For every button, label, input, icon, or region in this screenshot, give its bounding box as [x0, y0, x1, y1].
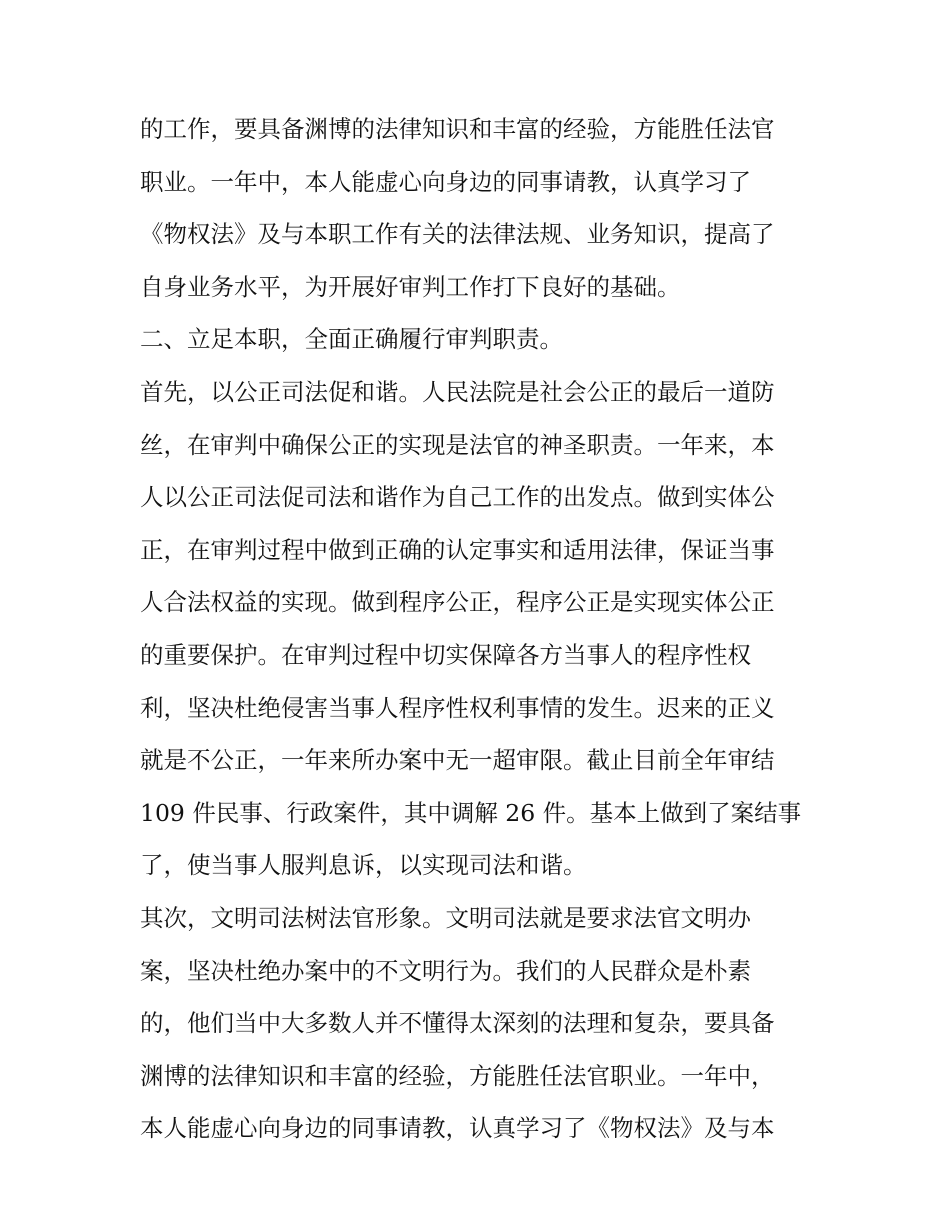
text-line: 了，使当事人服判息诉，以实现司法和谐。 — [140, 851, 587, 880]
text-line: 109 件民事、行政案件，其中调解 26 件。基本上做到了案结事 — [140, 798, 802, 827]
text-line: 丝，在审判中确保公正的实现是法官的神圣职责。一年来，本 — [140, 430, 775, 459]
text-line: 首先，以公正司法促和谐。人民法院是社会公正的最后一道防 — [140, 377, 775, 406]
text-line: 职业。一年中，本人能虚心向身边的同事请教，认真学习了 — [140, 167, 751, 196]
text-line: 利，坚决杜绝侵害当事人程序性权利事情的发生。迟来的正义 — [140, 693, 775, 722]
text-line: 就是不公正，一年来所办案中无一超审限。截止目前全年审结 — [140, 746, 775, 775]
text-line: 《物权法》及与本职工作有关的法律法规、业务知识，提高了 — [140, 220, 775, 249]
text-line: 正，在审判过程中做到正确的认定事实和适用法律，保证当事 — [140, 535, 775, 564]
text-line: 人合法权益的实现。做到程序公正，程序公正是实现实体公正 — [140, 588, 775, 617]
section-heading: 二、立足本职，全面正确履行审判职责。 — [140, 325, 563, 354]
text-line: 人以公正司法促司法和谐作为自己工作的出发点。做到实体公 — [140, 483, 775, 512]
text-line: 其次，文明司法树法官形象。文明司法就是要求法官文明办 — [140, 903, 751, 932]
text-line: 本人能虚心向身边的同事请教，认真学习了《物权法》及与本 — [140, 1114, 775, 1143]
text-line: 自身业务水平，为开展好审判工作打下良好的基础。 — [140, 272, 681, 301]
text-line: 渊博的法律知识和丰富的经验，方能胜任法官职业。一年中， — [140, 1061, 775, 1090]
body-text — [140, 103, 820, 1155]
text-line: 案，坚决杜绝办案中的不文明行为。我们的人民群众是朴素 — [140, 956, 751, 985]
text-line: 的重要保护。在审判过程中切实保障各方当事人的程序性权 — [140, 640, 751, 669]
text-line: 的，他们当中大多数人并不懂得太深刻的法理和复杂，要具备 — [140, 1009, 775, 1038]
text-line: 的工作，要具备渊博的法律知识和丰富的经验，方能胜任法官 — [140, 115, 775, 143]
